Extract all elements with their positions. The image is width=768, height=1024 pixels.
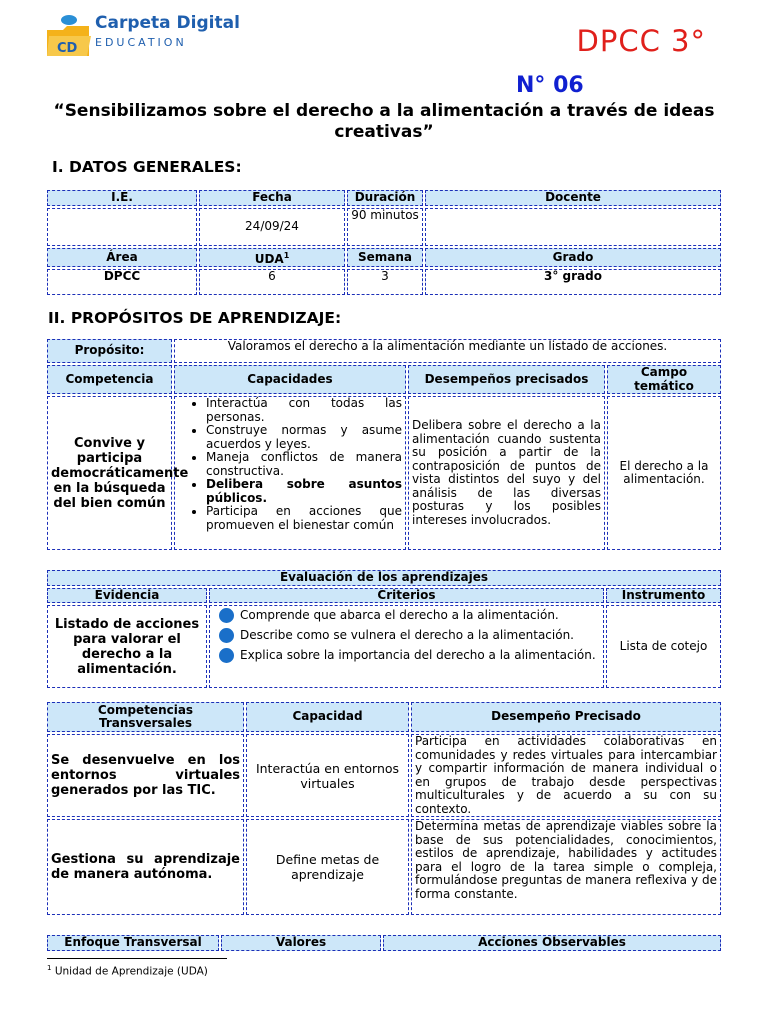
header-valores: Valores — [221, 935, 381, 951]
evaluacion-title: Evaluación de los aprendizajes — [47, 570, 721, 586]
capacidad-item: • Delibera sobre asuntos públicos. — [206, 478, 402, 505]
header-capacidad: Capacidad — [246, 702, 409, 732]
value-area: DPCC — [47, 269, 197, 295]
footnote-divider — [47, 958, 227, 959]
bullet-dot-icon — [219, 628, 234, 643]
header-desempeno-precisado: Desempeño Precisado — [411, 702, 721, 732]
header-uda: UDA$^1$ — [199, 248, 345, 268]
capacidad-item: • Construye normas y asume acuerdos y leyes. — [206, 424, 402, 451]
course-tag: DPCC 3° — [576, 24, 706, 58]
transversal-competencia-1: Se desenvuelve en los entornos virtuales generados por las TIC. — [47, 734, 244, 817]
criterio-item: Explica sobre la importancia del derecho a la alimentación. — [219, 649, 600, 663]
header-grado: Grado — [425, 248, 721, 268]
evaluacion-table — [45, 568, 723, 690]
header-competencias-transversales: Competencias Transversales — [47, 702, 244, 732]
header-fecha: Fecha — [199, 190, 345, 206]
section-propositos: II. PROPÓSITOS DE APRENDIZAJE: — [48, 309, 342, 327]
svg-text:CD: CD — [57, 41, 78, 56]
logo-subtitle: EDUCATION — [95, 36, 187, 49]
capacidad-item: • Interactúa con todas las personas. — [206, 397, 402, 424]
header-duracion: Duración — [347, 190, 423, 206]
header-semana: Semana — [347, 248, 423, 268]
header-acciones-observables: Acciones Observables — [383, 935, 721, 951]
header-area: Área — [47, 248, 197, 268]
campo-tematico-text: El derecho a la alimentación. — [607, 396, 721, 550]
datos-table — [45, 188, 723, 297]
instrumento-text: Lista de cotejo — [606, 605, 721, 688]
proposito-text: Valoramos el derecho a la alimentación mediante un listado de acciones. — [174, 339, 721, 363]
logo — [45, 10, 240, 60]
header-campo-tematico: Campo temático — [607, 365, 721, 394]
header-desempenos: Desempeños precisados — [408, 365, 605, 394]
bullet-dot-icon — [219, 648, 234, 663]
uda-footnote-mark: 1 — [283, 250, 290, 260]
header-capacidades: Capacidades — [174, 365, 406, 394]
header-evidencia: Evidencia — [47, 588, 207, 604]
criterio-item: Describe como se vulnera el derecho a la alimentación. — [219, 629, 600, 643]
transversal-desempeno-2: Determina metas de aprendizaje viables sobre la base de sus potencialidades, conocimientos, estilos de aprendizaje, habilidades y actitudes para el logro de la tarea simple o compleja, formulándose preguntas de manera reflexiva y de forma constante. — [411, 819, 721, 915]
value-fecha: 24/09/24 — [199, 208, 345, 246]
value-grado: 3° grado — [425, 269, 721, 295]
capacidad-item: • Participa en acciones que promueven el bienestar común — [206, 505, 402, 532]
session-title: “Sensibilizamos sobre el derecho a la alimentación a través de ideas creativas” — [53, 101, 715, 142]
enfoque-table — [45, 933, 723, 953]
folder-logo-icon — [45, 14, 93, 58]
bullet-dot-icon — [219, 608, 234, 623]
header-competencia: Competencia — [47, 365, 172, 394]
header-enfoque-transversal: Enfoque Transversal — [47, 935, 219, 951]
value-semana: 3 — [347, 269, 423, 295]
logo-title: Carpeta Digital — [95, 13, 240, 33]
session-number: N° 06 — [516, 73, 584, 98]
value-uda: 6 — [199, 269, 345, 295]
competencia-text: Convive y participa democráticamente en la búsqueda del bien común — [47, 396, 172, 550]
transversal-capacidad-2: Define metas de aprendizaje — [246, 819, 409, 915]
propositos-table — [45, 337, 723, 552]
criterios-list — [209, 605, 604, 688]
header-ie: I.E. — [47, 190, 197, 206]
transversal-competencia-2: Gestiona su aprendizaje de manera autónoma. — [47, 819, 244, 915]
value-ie — [47, 208, 197, 246]
transversales-table — [45, 700, 723, 917]
header-criterios: Criterios — [209, 588, 604, 604]
transversal-desempeno-1: Participa en actividades colaborativas en comunidades y redes virtuales para intercambiar y compartir información de manera individual o en grupos de trabajo desde perspectivas multiculturales y de acuerdo a su con su contexto. — [411, 734, 721, 817]
header-instrumento: Instrumento — [606, 588, 721, 604]
proposito-label: Propósito: — [47, 339, 172, 363]
transversal-capacidad-1: Interactúa en entornos virtuales — [246, 734, 409, 817]
section-datos-generales: I. DATOS GENERALES: — [52, 158, 242, 176]
capacidad-item: • Maneja conflictos de manera constructiva. — [206, 451, 402, 478]
value-docente — [425, 208, 721, 246]
footnote: $^1$ Unidad de Aprendizaje (UDA) — [47, 964, 208, 978]
header-docente: Docente — [425, 190, 721, 206]
value-duracion: 90 minutos — [347, 208, 423, 246]
evidencia-text: Listado de acciones para valorar el derecho a la alimentación. — [47, 605, 207, 688]
capacidades-list — [174, 396, 406, 550]
criterio-item: Comprende que abarca el derecho a la alimentación. — [219, 609, 600, 623]
desempeno-text: Delibera sobre el derecho a la alimentación cuando sustenta su posición a partir de la contraposición de puntos de vista distintos del suyo y del análisis de las diversas posturas y los posibles intereses involucrados. — [408, 396, 605, 550]
